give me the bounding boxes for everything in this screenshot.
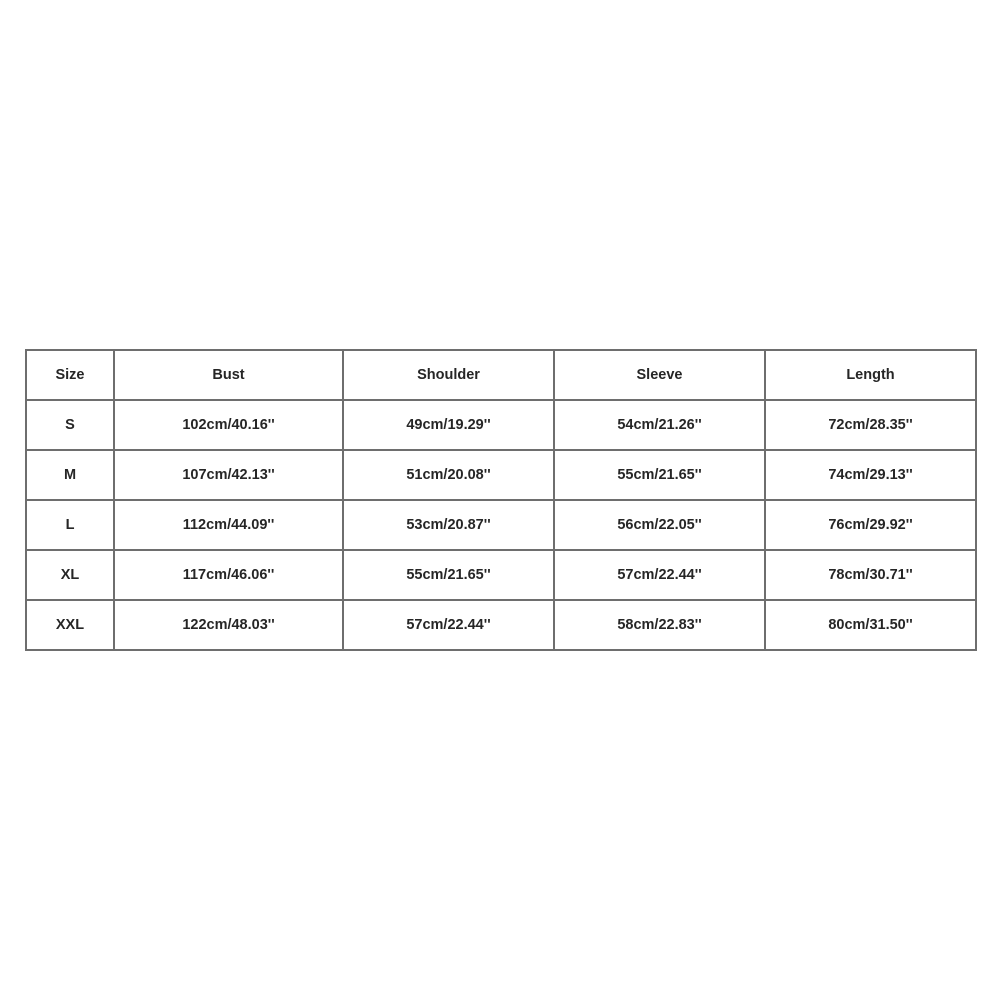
table-row bbox=[26, 600, 976, 650]
bust-cell: 117cm/46.06'' bbox=[114, 550, 343, 600]
size-cell: XXL bbox=[26, 600, 114, 650]
bust-cell: 122cm/48.03'' bbox=[114, 600, 343, 650]
shoulder-cell: 53cm/20.87'' bbox=[343, 500, 554, 550]
table-row bbox=[26, 550, 976, 600]
length-cell: 80cm/31.50'' bbox=[765, 600, 976, 650]
size-cell: L bbox=[26, 500, 114, 550]
shoulder-cell: 57cm/22.44'' bbox=[343, 600, 554, 650]
size-chart-table bbox=[25, 349, 977, 651]
table-row bbox=[26, 450, 976, 500]
header-sleeve: Sleeve bbox=[554, 350, 765, 400]
table-row bbox=[26, 400, 976, 450]
sleeve-cell: 57cm/22.44'' bbox=[554, 550, 765, 600]
table-header-row bbox=[26, 350, 976, 400]
header-length: Length bbox=[765, 350, 976, 400]
bust-cell: 107cm/42.13'' bbox=[114, 450, 343, 500]
bust-cell: 112cm/44.09'' bbox=[114, 500, 343, 550]
sleeve-cell: 58cm/22.83'' bbox=[554, 600, 765, 650]
length-cell: 74cm/29.13'' bbox=[765, 450, 976, 500]
bust-cell: 102cm/40.16'' bbox=[114, 400, 343, 450]
size-cell: S bbox=[26, 400, 114, 450]
length-cell: 72cm/28.35'' bbox=[765, 400, 976, 450]
size-cell: XL bbox=[26, 550, 114, 600]
size-cell: M bbox=[26, 450, 114, 500]
table-row bbox=[26, 500, 976, 550]
sleeve-cell: 55cm/21.65'' bbox=[554, 450, 765, 500]
shoulder-cell: 55cm/21.65'' bbox=[343, 550, 554, 600]
header-shoulder: Shoulder bbox=[343, 350, 554, 400]
length-cell: 76cm/29.92'' bbox=[765, 500, 976, 550]
header-size: Size bbox=[26, 350, 114, 400]
shoulder-cell: 49cm/19.29'' bbox=[343, 400, 554, 450]
shoulder-cell: 51cm/20.08'' bbox=[343, 450, 554, 500]
header-bust: Bust bbox=[114, 350, 343, 400]
sleeve-cell: 56cm/22.05'' bbox=[554, 500, 765, 550]
sleeve-cell: 54cm/21.26'' bbox=[554, 400, 765, 450]
length-cell: 78cm/30.71'' bbox=[765, 550, 976, 600]
